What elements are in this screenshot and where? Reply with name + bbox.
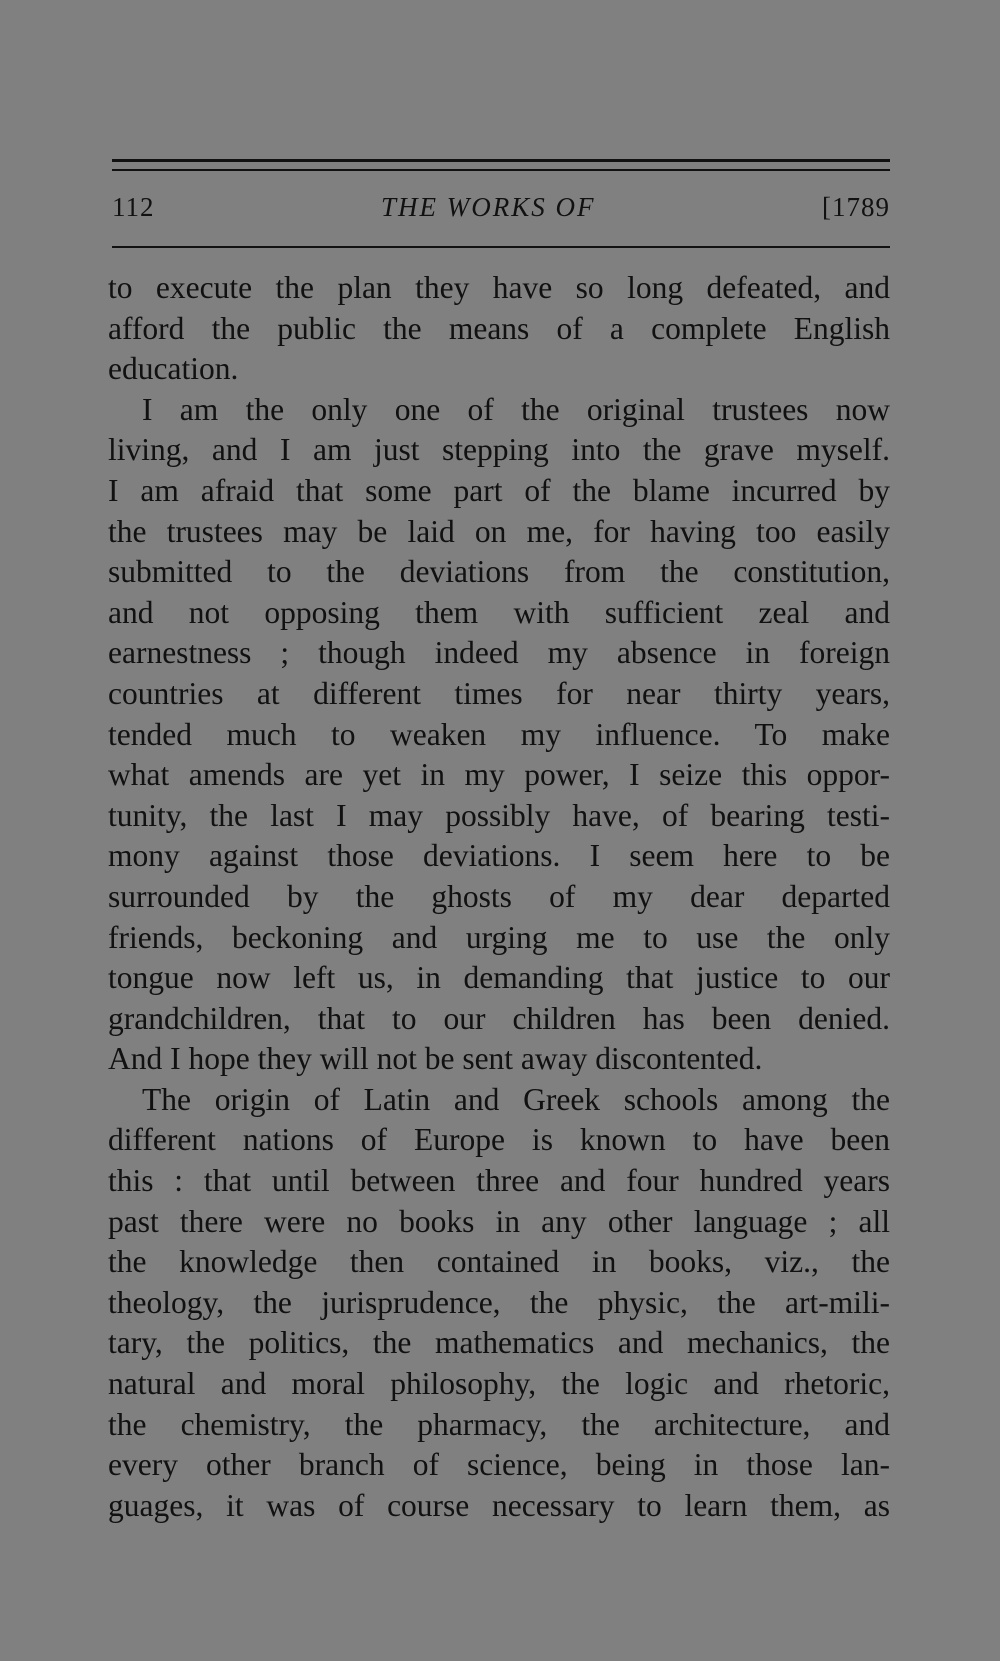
body-text — [108, 268, 890, 1526]
text-line: the chemistry, the pharmacy, the architecture, and — [108, 1406, 890, 1442]
text-line: every other branch of science, being in those lan- — [108, 1447, 890, 1483]
text-line: earnestness ; though indeed my absence in foreign — [108, 635, 890, 671]
text-line: countries at different times for near thirty years, — [108, 675, 890, 711]
text-line: living, and I am just stepping into the grave myself. — [108, 432, 890, 468]
paragraph — [108, 1080, 890, 1527]
paragraph — [108, 390, 890, 1080]
text-line: theology, the jurisprudence, the physic, the art-mili- — [108, 1284, 890, 1320]
text-line: mony against those deviations. I seem here to be — [108, 838, 890, 874]
text-line: tary, the politics, the mathematics and mechanics, the — [108, 1325, 890, 1361]
text-line: education. — [108, 351, 239, 387]
text-line: to execute the plan they have so long defeated, and — [108, 270, 890, 305]
text-line: The origin of Latin and Greek schools among the — [142, 1081, 890, 1117]
text-line: past there were no books in any other language ; all — [108, 1203, 890, 1239]
text-line: I am the only one of the original trustees now — [142, 391, 890, 427]
paragraph — [108, 268, 890, 390]
text-line: afford the public the means of a complete English — [108, 310, 890, 346]
text-line: this : that until between three and four hundred years — [108, 1163, 890, 1199]
text-line: friends, beckoning and urging me to use the only — [108, 919, 890, 955]
text-line: and not opposing them with sufficient zeal and — [108, 594, 890, 630]
page-number: 112 — [112, 192, 155, 222]
year-marker: [1789 — [822, 192, 890, 222]
text-line: grandchildren, that to our children has been denied. — [108, 1000, 890, 1036]
text-line: tongue now left us, in demanding that justice to our — [108, 960, 890, 996]
running-head — [112, 192, 890, 232]
header-rule-second — [112, 169, 890, 171]
text-line: natural and moral philosophy, the logic and rhetoric, — [108, 1366, 890, 1402]
text-line: the trustees may be laid on me, for having too easily — [108, 513, 890, 549]
text-line: And I hope they will not be sent away discontented. — [108, 1041, 763, 1077]
text-line: submitted to the deviations from the constitution, — [108, 554, 890, 590]
text-line: tended much to weaken my influence. To make — [108, 716, 890, 752]
header-rule-bottom — [112, 246, 890, 248]
text-line: the knowledge then contained in books, viz., the — [108, 1244, 890, 1280]
text-line: I am afraid that some part of the blame incurred by — [108, 472, 890, 508]
header-rule-top — [112, 159, 890, 162]
text-line: different nations of Europe is known to have been — [108, 1122, 890, 1158]
text-line: surrounded by the ghosts of my dear departed — [108, 878, 890, 914]
text-line: guages, it was of course necessary to learn them, as — [108, 1487, 890, 1523]
text-line: tunity, the last I may possibly have, of bearing testi- — [108, 797, 890, 833]
text-line: what amends are yet in my power, I seize this oppor- — [108, 757, 890, 793]
running-title: THE WORKS OF — [381, 192, 596, 222]
